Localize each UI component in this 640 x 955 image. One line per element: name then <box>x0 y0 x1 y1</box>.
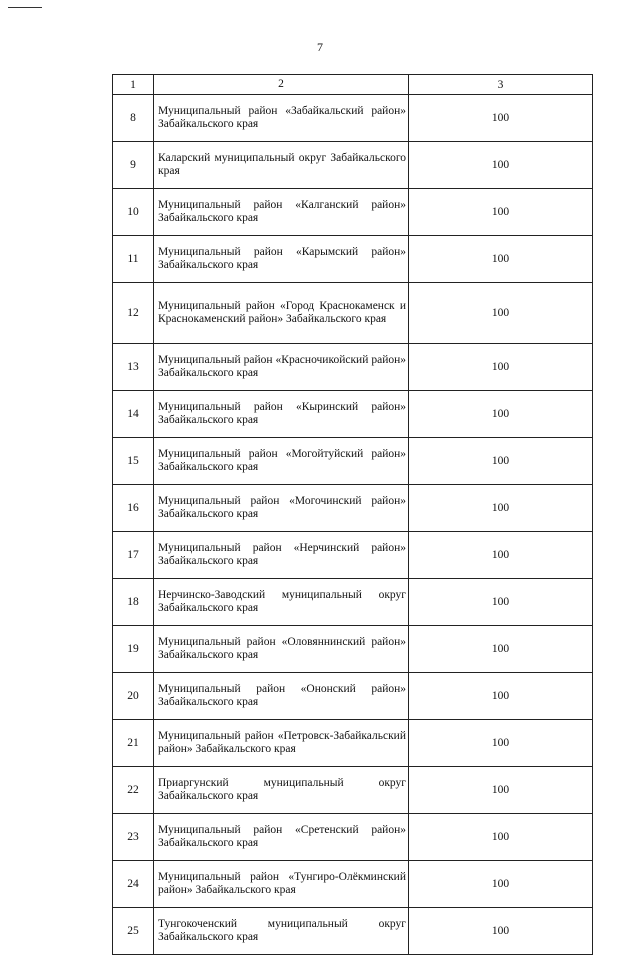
row-municipality-name: Муниципальный район «Город Краснокаменск и Краснокаменский район» Забайкальского края <box>154 283 409 344</box>
table-row <box>113 391 593 438</box>
row-number: 16 <box>113 485 154 532</box>
row-number: 8 <box>113 95 154 142</box>
row-number: 17 <box>113 532 154 579</box>
table-row <box>113 142 593 189</box>
row-value: 100 <box>409 814 593 861</box>
row-municipality-name: Муниципальный район «Красночикойский район» Забайкальского края <box>154 344 409 391</box>
row-number: 18 <box>113 579 154 626</box>
table-row <box>113 189 593 236</box>
row-municipality-name: Муниципальный район «Кыринский район» Забайкальского края <box>154 391 409 438</box>
row-value: 100 <box>409 626 593 673</box>
row-municipality-name: Муниципальный район «Карымский район» Забайкальского края <box>154 236 409 283</box>
data-table <box>112 74 593 955</box>
table-row <box>113 438 593 485</box>
row-municipality-name: Нерчинско-Заводский муниципальный округ Забайкальского края <box>154 579 409 626</box>
table-row <box>113 485 593 532</box>
row-number: 9 <box>113 142 154 189</box>
table-row <box>113 579 593 626</box>
row-number: 12 <box>113 283 154 344</box>
row-number: 14 <box>113 391 154 438</box>
row-value: 100 <box>409 391 593 438</box>
row-municipality-name: Муниципальный район «Могочинский район» Забайкальского края <box>154 485 409 532</box>
top-rule <box>8 7 42 8</box>
row-municipality-name: Муниципальный район «Калганский район» Забайкальского края <box>154 189 409 236</box>
row-number: 15 <box>113 438 154 485</box>
table-header-row <box>113 75 593 95</box>
table-row <box>113 344 593 391</box>
row-value: 100 <box>409 532 593 579</box>
table-body <box>113 75 593 955</box>
table-row <box>113 95 593 142</box>
table-row <box>113 767 593 814</box>
row-municipality-name: Муниципальный район «Петровск-Забайкальский район» Забайкальского края <box>154 720 409 767</box>
row-value: 100 <box>409 861 593 908</box>
row-municipality-name: Муниципальный район «Оловяннинский район» Забайкальского края <box>154 626 409 673</box>
table-row <box>113 814 593 861</box>
table-row <box>113 236 593 283</box>
table-row <box>113 532 593 579</box>
header-col-3: 3 <box>409 75 593 95</box>
row-value: 100 <box>409 438 593 485</box>
row-municipality-name: Муниципальный район «Тунгиро-Олёкминский район» Забайкальского края <box>154 861 409 908</box>
row-value: 100 <box>409 485 593 532</box>
header-col-2: 2 <box>154 75 409 95</box>
row-value: 100 <box>409 344 593 391</box>
row-number: 23 <box>113 814 154 861</box>
row-number: 11 <box>113 236 154 283</box>
row-municipality-name: Муниципальный район «Нерчинский район» Забайкальского края <box>154 532 409 579</box>
row-value: 100 <box>409 283 593 344</box>
table-row <box>113 673 593 720</box>
row-municipality-name: Муниципальный район «Могойтуйский район» Забайкальского края <box>154 438 409 485</box>
table-row <box>113 908 593 955</box>
row-number: 25 <box>113 908 154 955</box>
row-municipality-name: Муниципальный район «Забайкальский район» Забайкальского края <box>154 95 409 142</box>
table-row <box>113 720 593 767</box>
row-value: 100 <box>409 767 593 814</box>
row-number: 19 <box>113 626 154 673</box>
row-value: 100 <box>409 720 593 767</box>
row-municipality-name: Тунгокоченский муниципальный округ Забайкальского края <box>154 908 409 955</box>
row-number: 21 <box>113 720 154 767</box>
page-number: 7 <box>317 40 323 54</box>
row-value: 100 <box>409 673 593 720</box>
header-col-1: 1 <box>113 75 154 95</box>
row-value: 100 <box>409 189 593 236</box>
row-number: 10 <box>113 189 154 236</box>
table-row <box>113 861 593 908</box>
row-number: 13 <box>113 344 154 391</box>
row-value: 100 <box>409 579 593 626</box>
table-row <box>113 283 593 344</box>
row-number: 22 <box>113 767 154 814</box>
row-municipality-name: Приаргунский муниципальный округ Забайкальского края <box>154 767 409 814</box>
table-row <box>113 626 593 673</box>
row-municipality-name: Муниципальный район «Сретенский район» Забайкальского края <box>154 814 409 861</box>
row-number: 20 <box>113 673 154 720</box>
row-number: 24 <box>113 861 154 908</box>
row-value: 100 <box>409 236 593 283</box>
row-value: 100 <box>409 95 593 142</box>
row-municipality-name: Муниципальный район «Ононский район» Забайкальского края <box>154 673 409 720</box>
row-municipality-name: Каларский муниципальный округ Забайкальского края <box>154 142 409 189</box>
row-value: 100 <box>409 142 593 189</box>
row-value: 100 <box>409 908 593 955</box>
